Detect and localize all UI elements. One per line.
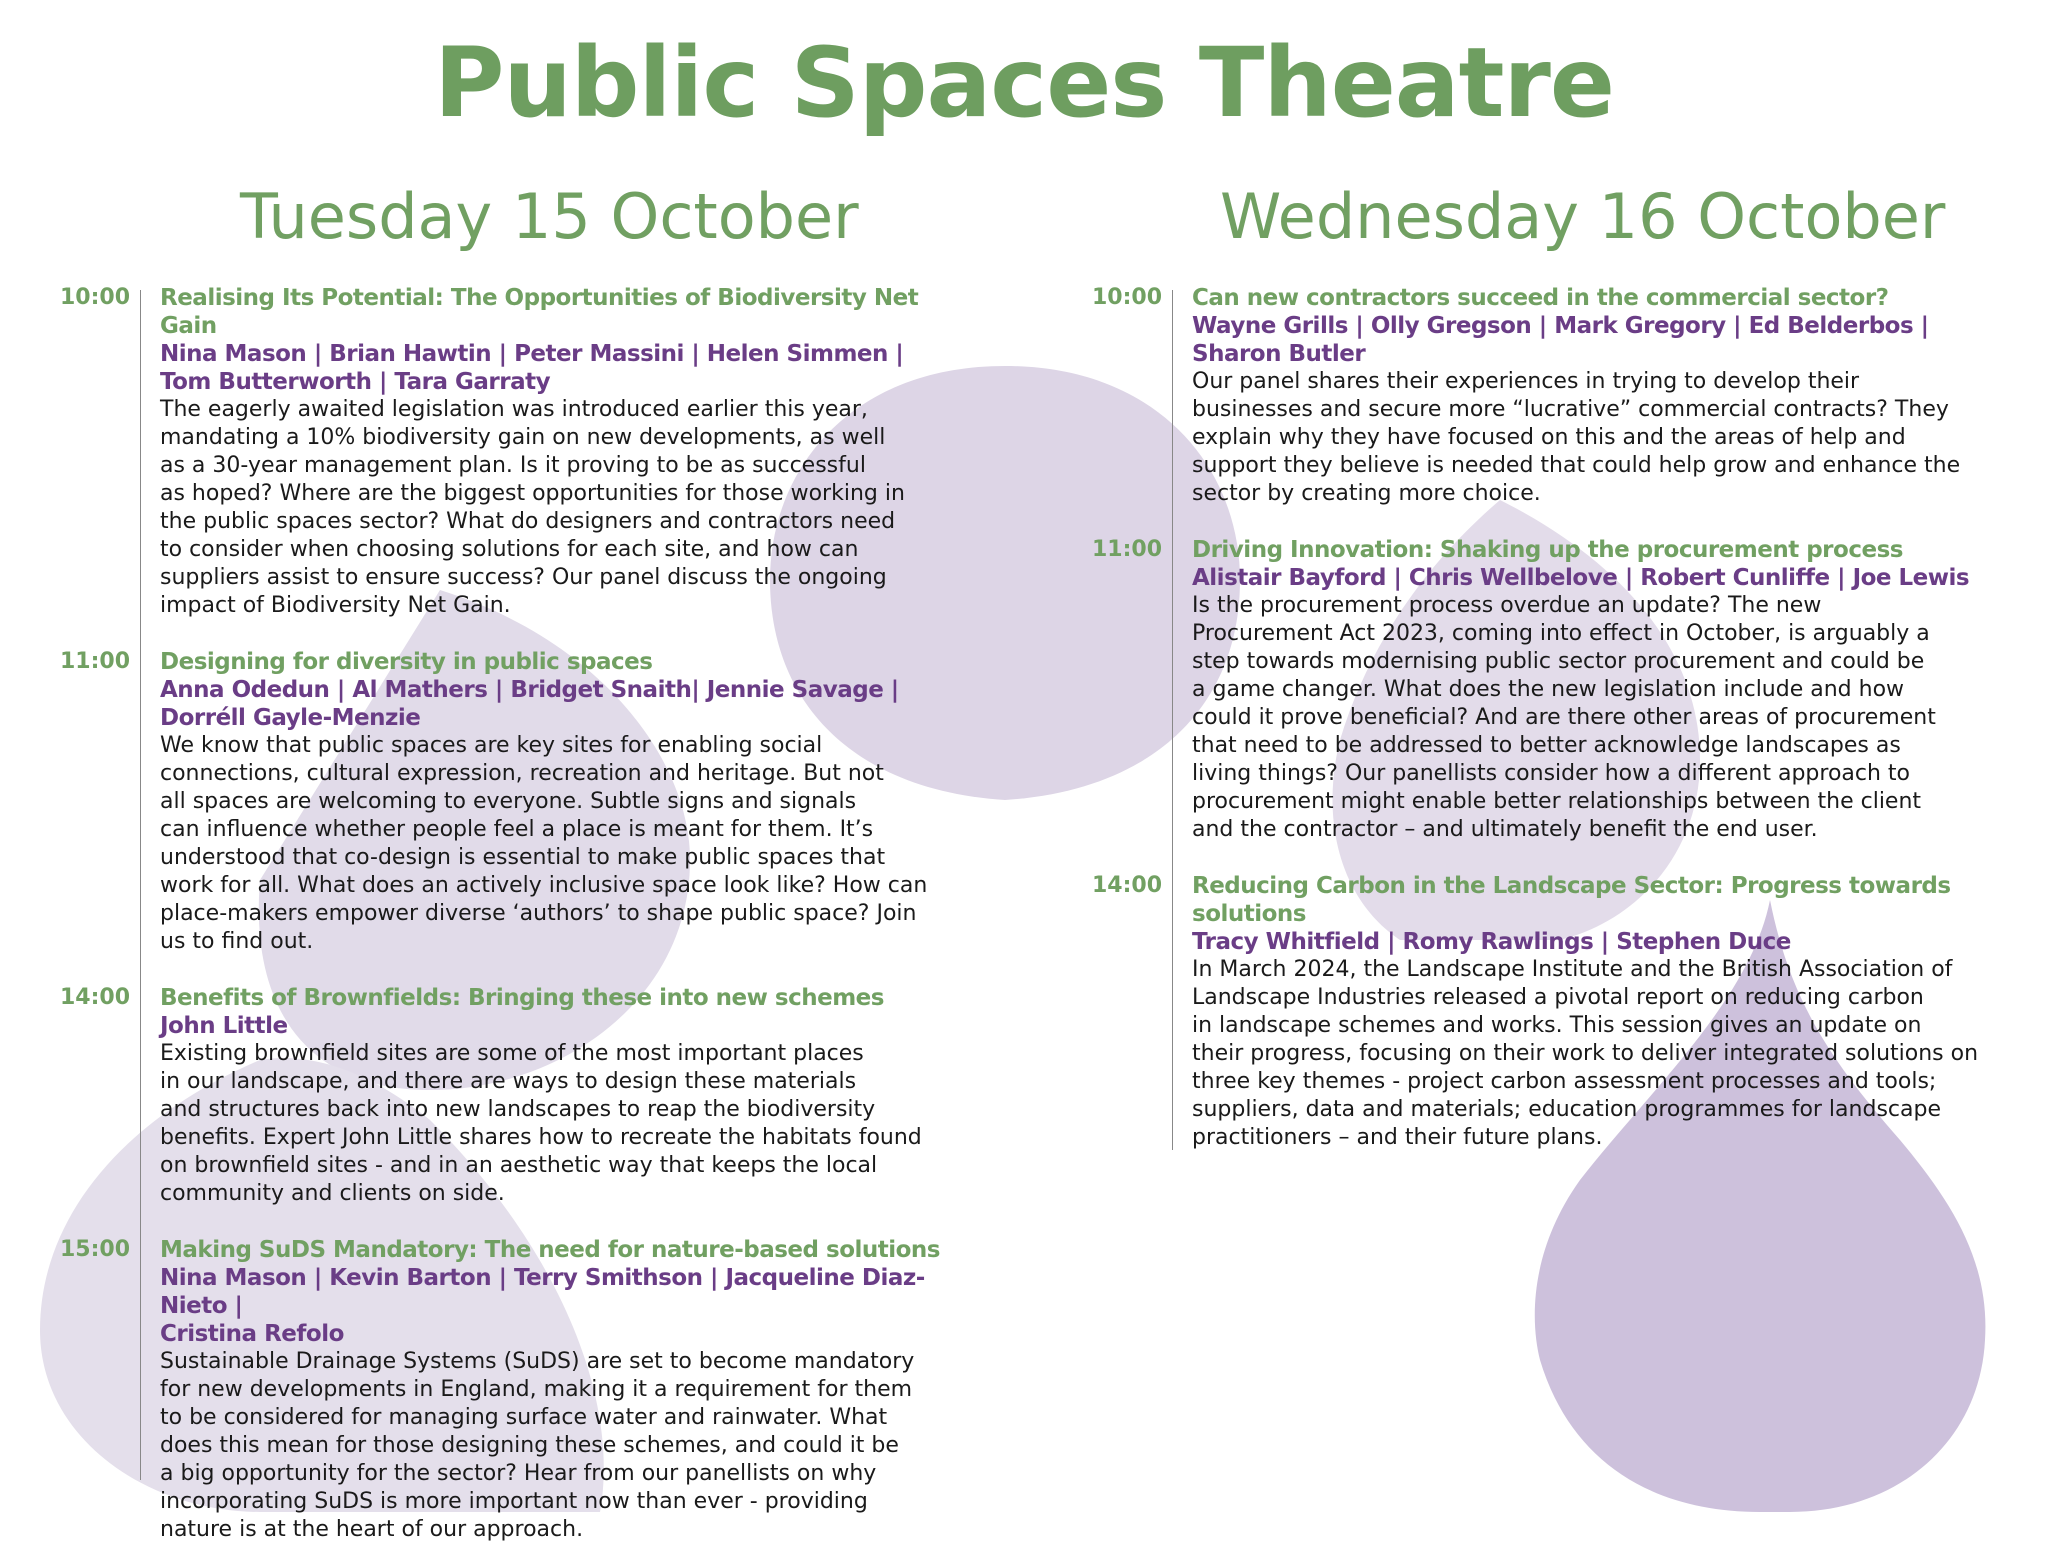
session-speakers	[1192, 564, 2032, 592]
session-description	[1192, 592, 2032, 844]
session-speakers	[160, 676, 980, 732]
session-speakers	[1192, 928, 2032, 956]
description-line: and structures back into new landscapes to reap the biodiversity	[160, 1097, 876, 1122]
description-line: can influence whether people feel a place is meant for them. It’s	[160, 817, 874, 842]
day-title-tuesday: Tuesday 15 October	[240, 180, 859, 253]
description-line: procurement might enable better relationships between the client	[1192, 789, 1922, 814]
description-line: Is the procurement process overdue an update? The new	[1192, 593, 1822, 618]
description-line: in our landscape, and there are ways to design these materials	[160, 1069, 857, 1094]
description-line: Our panel shares their experiences in trying to develop their	[1192, 369, 1860, 394]
session-title: Driving Innovation: Shaking up the procurement process	[1192, 537, 1903, 563]
description-line: practitioners – and their future plans.	[1192, 1125, 1603, 1150]
description-line: on brownfield sites - and in an aesthetic way that keeps the local	[160, 1153, 878, 1178]
session	[60, 284, 980, 620]
description-line: Sustainable Drainage Systems (SuDS) are set to become mandatory	[160, 1349, 915, 1374]
description-line: Existing brownfield sites are some of the most important places	[160, 1041, 864, 1066]
description-line: Landscape Industries released a pivotal report on reducing carbon	[1192, 985, 1924, 1010]
session-speakers	[160, 1264, 980, 1348]
speakers-line: Tom Butterworth | Tara Garraty	[160, 369, 551, 395]
session-title: Making SuDS Mandatory: The need for nature-based solutions	[160, 1237, 940, 1263]
session-time: 14:00	[1092, 873, 1163, 898]
session-description	[160, 396, 980, 620]
session-title	[1192, 872, 2032, 928]
description-line: explain why they have focused on this and the areas of help and	[1192, 425, 1906, 450]
description-line: in landscape schemes and works. This session gives an update on	[1192, 1013, 1922, 1038]
description-line: businesses and secure more “lucrative” commercial contracts? They	[1192, 397, 1949, 422]
tuesday-schedule	[60, 284, 980, 1544]
day-title-wednesday: Wednesday 16 October	[1220, 180, 1946, 253]
session	[1092, 872, 2032, 1152]
session-description	[160, 1348, 980, 1544]
description-line: could it prove beneficial? And are there other areas of procurement	[1192, 705, 1936, 730]
session-description	[160, 732, 980, 956]
speakers-line: Cristina Refolo	[160, 1321, 344, 1347]
description-line: for new developments in England, making it a requirement for them	[160, 1377, 913, 1402]
description-line: place-makers empower diverse ‘authors’ to shape public space? Join	[160, 901, 917, 926]
session-description	[160, 1040, 980, 1208]
description-line: suppliers, data and materials; education programmes for landscape	[1192, 1097, 1941, 1122]
description-line: support they believe is needed that could help grow and enhance the	[1192, 453, 1961, 478]
description-line: nature is at the heart of our approach.	[160, 1517, 584, 1542]
speakers-line: Wayne Grills | Olly Gregson | Mark Gregory | Ed Belderbos |	[1192, 313, 1929, 339]
session	[1092, 284, 2032, 508]
session-time: 11:00	[1092, 537, 1163, 562]
description-line: benefits. Expert John Little shares how to recreate the habitats found	[160, 1125, 922, 1150]
speakers-line: Nina Mason | Brian Hawtin | Peter Massini | Helen Simmen |	[160, 341, 904, 367]
session-time: 11:00	[60, 649, 131, 674]
session-time: 14:00	[60, 985, 131, 1010]
description-line: to be considered for managing surface water and rainwater. What	[160, 1405, 888, 1430]
description-line: the public spaces sector? What do designers and contractors need	[160, 509, 896, 534]
description-line: community and clients on side.	[160, 1181, 505, 1206]
session-speakers	[1192, 312, 2032, 368]
session	[60, 648, 980, 956]
session-time: 10:00	[60, 285, 131, 310]
description-line: We know that public spaces are key sites for enabling social	[160, 733, 823, 758]
session	[60, 1236, 980, 1544]
speakers-line: Sharon Butler	[1192, 341, 1366, 367]
session-title: Designing for diversity in public spaces	[160, 649, 653, 675]
description-line: and the contractor – and ultimately benefit the end user.	[1192, 817, 1818, 842]
description-line: mandating a 10% biodiversity gain on new developments, as well	[160, 425, 886, 450]
session	[1092, 536, 2032, 844]
description-line: In March 2024, the Landscape Institute and the British Association of	[1192, 957, 1953, 982]
description-line: work for all. What does an actively inclusive space look like? How can	[160, 873, 928, 898]
description-line: all spaces are welcoming to everyone. Subtle signs and signals	[160, 789, 857, 814]
speakers-line: Alistair Bayford | Chris Wellbelove | Robert Cunliffe | Joe Lewis	[1192, 565, 1970, 591]
session	[60, 984, 980, 1208]
description-line: does this mean for those designing these schemes, and could it be	[160, 1433, 899, 1458]
session-speakers	[160, 340, 980, 396]
speakers-line: John Little	[160, 1013, 288, 1039]
description-line: as hoped? Where are the biggest opportunities for those working in	[160, 481, 905, 506]
session-title: Realising Its Potential: The Opportunities of Biodiversity Net Gain	[160, 285, 919, 339]
speakers-line: Dorréll Gayle-Menzie	[160, 705, 421, 731]
description-line: a game changer. What does the new legislation include and how	[1192, 677, 1905, 702]
description-line: a big opportunity for the sector? Hear from our panellists on why	[160, 1461, 877, 1486]
description-line: step towards modernising public sector procurement and could be	[1192, 649, 1925, 674]
description-line: us to find out.	[160, 929, 314, 954]
session-title: Can new contractors succeed in the commercial sector?	[1192, 285, 1889, 311]
session-description	[1192, 956, 2032, 1152]
session-description	[1192, 368, 2032, 508]
page-title: Public Spaces Theatre	[434, 27, 1614, 139]
description-line: The eagerly awaited legislation was introduced earlier this year,	[160, 397, 868, 422]
description-line: incorporating SuDS is more important now than ever - providing	[160, 1489, 868, 1514]
description-line: three key themes - project carbon assessment processes and tools;	[1192, 1069, 1937, 1094]
speakers-line: Tracy Whitfield | Romy Rawlings | Stephen Duce	[1192, 929, 1791, 955]
title-line: Reducing Carbon in the Landscape Sector: Progress towards	[1192, 873, 1951, 899]
description-line: that need to be addressed to better acknowledge landscapes as	[1192, 733, 1901, 758]
description-line: their progress, focusing on their work to deliver integrated solutions on	[1192, 1041, 1979, 1066]
description-line: living things? Our panellists consider how a different approach to	[1192, 761, 1911, 786]
description-line: impact of Biodiversity Net Gain.	[160, 593, 511, 618]
speakers-line: Nina Mason | Kevin Barton | Terry Smithson | Jacqueline Diaz-Nieto |	[160, 1265, 925, 1319]
description-line: suppliers assist to ensure success? Our panel discuss the ongoing	[160, 565, 887, 590]
description-line: sector by creating more choice.	[1192, 481, 1541, 506]
speakers-line: Anna Odedun | Al Mathers | Bridget Snaith| Jennie Savage |	[160, 677, 899, 703]
description-line: as a 30-year management plan. Is it proving to be as successful	[160, 453, 866, 478]
description-line: understood that co-design is essential to make public spaces that	[160, 845, 886, 870]
session-title: Benefits of Brownfields: Bringing these into new schemes	[160, 985, 884, 1011]
wednesday-schedule	[1092, 284, 2032, 1152]
description-line: Procurement Act 2023, coming into effect in October, is arguably a	[1192, 621, 1930, 646]
session-time: 15:00	[60, 1237, 131, 1262]
title-line: solutions	[1192, 901, 1306, 927]
description-line: connections, cultural expression, recreation and heritage. But not	[160, 761, 884, 786]
session-speakers	[160, 1012, 980, 1040]
description-line: to consider when choosing solutions for each site, and how can	[160, 537, 859, 562]
session-time: 10:00	[1092, 285, 1163, 310]
